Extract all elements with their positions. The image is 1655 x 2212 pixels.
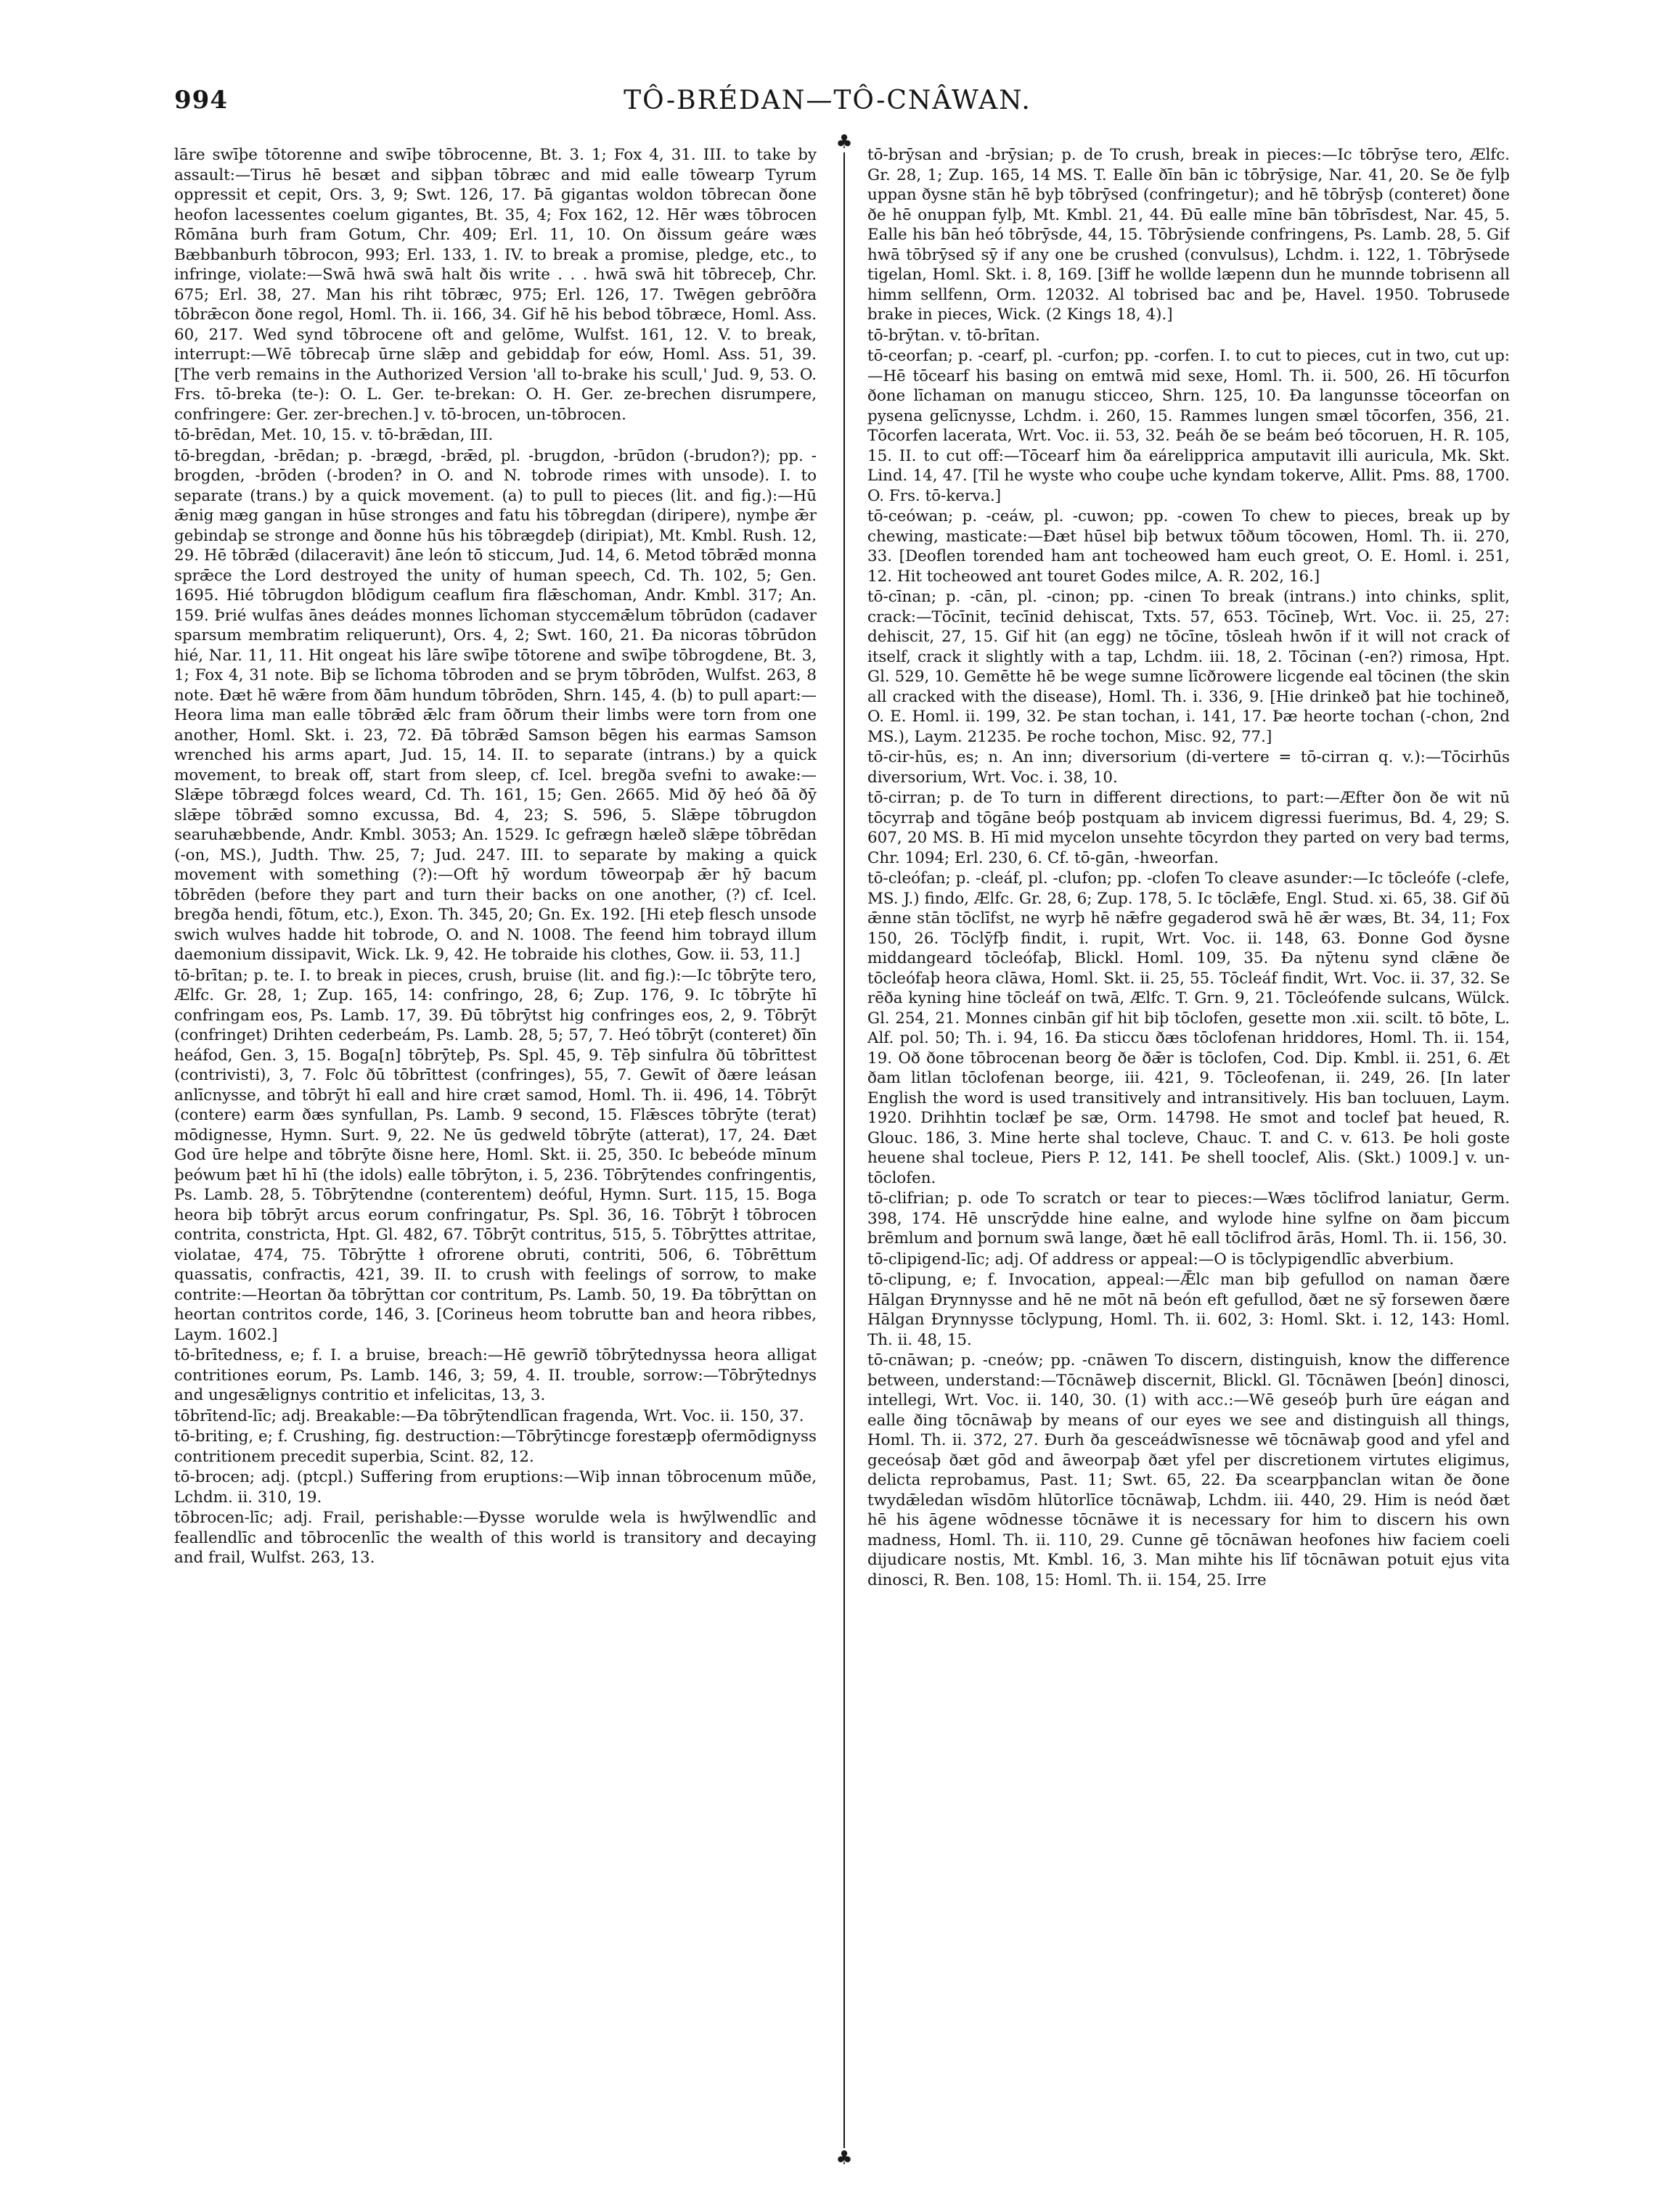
divider-ornament-bottom-icon: ♣ — [834, 2148, 854, 2168]
dictionary-entry: tō-cīnan; p. -cān, pl. -cinon; pp. -cinen To break (intrans.) into chinks, split, crack:—Tōcīnit, tecīnid dehiscat, Txts. 57, 653. Tōcīneþ, Wrt. Voc. ii. 25, 27: dehiscit, 27, 15. Gif hit (an egg) ne tōcīne, tōsleah hwōn if it will not crack of itself, crack it slightly with a tap, Lchdm. iii. 18, 2. Tōcinan (-en?) rimosa, Hpt. Gl. 529, 10. Gemētte hē be wege sumne līcðrowere licgende eal tōcinen (the skin all cracked with the disease), Homl. Th. i. 336, 9. [Hie drinkeð þat hie tochineð, O. E. Homl. ii. 199, 32. Þe stan tochan, i. 141, 17. Þæ heorte tochan (-chon, 2nd MS.), Laym. 21235. Þe roche tochon, Misc. 92, 77.] — [867, 588, 1510, 746]
dictionary-entry: tō-clifrian; p. ode To scratch or tear to pieces:—Wæs tōclifrod laniatur, Germ. 398, 174. Hē unscrȳdde hine ealne, and wylode hine sylfne on ðam þiccum brēmlum and þornum swā lange, ðæt hē eall tōclifrod ārās, Homl. Th. ii. 156, 30. — [867, 1189, 1510, 1248]
dictionary-entry: tōbrītend-līc; adj. Breakable:—Ða tōbrȳtendlīcan fragenda, Wrt. Voc. ii. 150, 37. — [174, 1406, 804, 1425]
dictionary-entry: tō-cnāwan; p. -cneów; pp. -cnāwen To discern, distinguish, know the difference between, understand:—Tōcnāweþ discernit, Blickl. Gl. Tōcnāwen [beón] dinosci, intellegi, Wrt. Voc. ii. 140, 30. (1) with acc.:—Wē geseóþ þurh ūre eágan and ealle ðing tōcnāwaþ by means of our eyes we see and distinguish all things, Homl. Th. ii. 372, 27. Ðurh ða gesceádwīsnesse wē tōcnāwaþ good and yfel and geceósaþ ðæt gōd and āweorpaþ ðæt yfel per discretionem virtutes eligimus, delicta reprobamus, Past. 11; Swt. 65, 22. Ða scearpþanclan witan ðe ðone twydǣledan wīsdōm hlūtorlīce tōcnāwaþ, Lchdm. iii. 440, 29. Him is neód ðæt hē his āgene wōdnesse tōcnāwe it is necessary for him to discern his own madness, Homl. Th. ii. 110, 29. Cunne gē tōcnāwan heofones hiw faciem coeli dijudicare nostis, Mt. Kmbl. 16, 3. Man mihte his līf tōcnāwan potuit ejus vita dinosci, R. Ben. 108, 15: Homl. Th. ii. 154, 25. Irre — [867, 1351, 1510, 1589]
dictionary-entry: lāre swīþe tōtorenne and swīþe tōbrocenne, Bt. 3. 1; Fox 4, 31. III. to take by assault:—Tirus hē besæt and siþþan tōbræc and mid ealle tōwearp Tyrum oppressit et cepit, Ors. 3, 9; Swt. 126, 17. Þā gigantas woldon tōbrecan ðone heofon lacessentes coelum gigantes, Bt. 35, 4; Fox 162, 12. Hēr wæs tōbrocen Rōmāna burh fram Gotum, Chr. 409; Erl. 11, 10. On ðissum geáre wæs Bæbbanburh tōbrocon, 993; Erl. 133, 1. IV. to break a promise, pledge, etc., to infringe, violate:—Swā hwā swā halt ðis write . . . hwā swā hit tōbreceþ, Chr. 675; Erl. 38, 27. Man his riht tōbræc, 975; Erl. 126, 17. Twēgen gebrōðra tōbrǣcon ðone regol, Homl. Th. ii. 166, 34. Gif hē his bebod tōbræce, Homl. Ass. 60, 217. Wed synd tōbrocene oft and gelōme, Wulfst. 161, 12. V. to break, interrupt:—Wē tōbrecaþ ūrne slǣp and gebiddaþ for eów, Homl. Ass. 51, 39. [The verb remains in the Authorized Version 'all to-brake his scull,' Jud. 9, 53. O. Frs. tō-breka (te-): O. L. Ger. te-brekan: O. H. Ger. ze-brechen disrumpere, confringere: Ger. zer-brechen.] v. tō-brocen, un-tōbrocen. — [174, 146, 817, 424]
dictionary-entry: tō-cirran; p. de To turn in different directions, to part:—Æfter ðon ðe wit nū tōcyrraþ and tōgāne beóþ postquam ab invicem digressi fuerimus, Bd. 4, 29; S. 607, 20 MS. B. Hī mid mycelon unsehte tōcyrdon they parted on very bad terms, Chr. 1094; Erl. 230, 6. Cf. tō-gān, -hweorfan. — [867, 789, 1510, 867]
dictionary-entry: tō-cir-hūs, es; n. An inn; diversorium (di-vertere = tō-cirran q. v.):—Tōcirhūs diversorium, Wrt. Voc. i. 38, 10. — [867, 748, 1510, 787]
divider-ornament-top-icon: ♣ — [834, 132, 854, 152]
dictionary-entry: tō-clipigend-līc; adj. Of address or appeal:—O is tōclypigendlīc abverbium. — [867, 1250, 1455, 1269]
dictionary-columns — [174, 131, 1510, 2177]
dictionary-entry: tō-brēdan, Met. 10, 15. v. tō-brǣdan, III. — [174, 426, 494, 444]
column-divider — [843, 145, 845, 2155]
dictionary-entry: tō-ceorfan; p. -cearf, pl. -curfon; pp. -corfen. I. to cut to pieces, cut in two, cut up:—Hē tōcearf his basing on emtwā mid sexe, Homl. Th. ii. 500, 26. Hī tōcurfon ðone līchaman on manugu sticceo, Shrn. 125, 10. Ða langunsse tōceorfan on pysena gelīcnysse, Lchdm. i. 260, 15. Rammes lungen smæl tōcorfen, 356, 21. Tōcorfen lacerata, Wrt. Voc. ii. 53, 32. Þeáh ðe se beám beó tōcoruen, H. R. 105, 15. II. to cut off:—Tōcearf him ða eárelipprica amputavit illi auricula, Mk. Skt. Lind. 14, 47. [Til he wyste who couþe uche kyndam tokerve, Allit. Pms. 88, 1700. O. Frs. tō-kerva.] — [867, 347, 1510, 505]
dictionary-entry: tō-brocen; adj. (ptcpl.) Suffering from eruptions:—Wiþ innan tōbrocenum mūðe, Lchdm. ii. 310, 19. — [174, 1468, 817, 1507]
dictionary-entry: tō-clipung, e; f. Invocation, appeal:—Ǣlc man biþ gefullod on naman ðære Hālgan Ðrynnysse and hē ne mōt nā beón eft gefullod, ðæt ne sȳ forsewen ðære Hālgan Ðrynnysse tōclypung, Homl. Th. ii. 602, 3: Homl. Skt. i. 12, 143: Homl. Th. ii. 48, 15. — [867, 1271, 1510, 1349]
dictionary-entry: tōbrocen-līc; adj. Frail, perishable:—Ðysse worulde wela is hwȳlwendlīc and feallendlīc and tōbrocenlīc the wealth of this world is transitory and decaying and frail, Wulfst. 263, 13. — [174, 1509, 817, 1567]
dictionary-entry: tō-brītan; p. te. I. to break in pieces, crush, bruise (lit. and fig.):—Ic tōbrȳte tero, Ælfc. Gr. 28, 1; Zup. 165, 14: confringo, 28, 6; Zup. 176, 9. Ic tōbrȳte hī confringam eos, Ps. Lamb. 17, 39. Ðū tōbrȳtst hig confringes eos, 2, 9. Tōbrȳt (confringet) Drihten cederbeám, Ps. Lamb. 28, 5; 57, 7. Heó tōbrȳt (conteret) ðīn heáfod, Gen. 3, 15. Boga[n] tōbrȳteþ, Ps. Spl. 45, 9. Tēþ sinfulra ðū tōbrīttest (contrivisti), 3, 7. Folc ðū tōbrīttest (confringes), 55, 7. Gewīt of ðære leásan anlīcnysse, and tōbrȳt hī eall and hire cræt samod, Homl. Th. ii. 496, 14. Tōbrȳt (contere) earm ðæs synfullan, Ps. Lamb. 9 second, 15. Flǣsces tōbrȳte (terat) mōdignesse, Hymn. Surt. 9, 22. Ne ūs gedweld tōbrȳte (atterat), 17, 24. Ðæt God ūre helpe and tōbrȳte ðisne here, Homl. Skt. ii. 25, 350. Ic bebeóde mīnum þeówum þæt hī hī (the idols) ealle tōbrȳton, i. 5, 236. Tōbrȳtendes confringentis, Ps. Lamb. 28, 5. Tōbrȳtendne (conterentem) deóful, Hymn. Surt. 115, 15. Boga heora biþ tōbrȳt arcus eorum confringatur, Ps. Spl. 36, 16. Tōbrȳt ł tōbrocen contrita, constricta, Hpt. Gl. 482, 67. Tōbrȳt contritus, 515, 5. Tōbrȳttes attritae, violatae, 474, 75. Tōbrȳtte ł ofrorene obruti, contriti, 506, 6. Tōbrēttum quassatis, confractis, 421, 39. II. to crush with feelings of sorrow, to make contrite:—Heortan ða tōbrȳttan cor contritum, Ps. Lamb. 50, 19. Ða tōbrȳttan on heortan contritos corde, 146, 3. [Corineus heom tobrutte ban and heora ribbes, Laym. 1602.] — [174, 966, 817, 1344]
dictionary-entry: tō-cleófan; p. -cleáf, pl. -clufon; pp. -clofen To cleave asunder:—Ic tōcleófe (-clefe, MS. J.) findo, Ælfc. Gr. 28, 6; Zup. 178, 5. Ic tōclǣfe, Engl. Stud. xi. 65, 38. Gif ðū ǣnne stān tōclīfst, ne wyrþ hē nǣfre gegaderod swā hē ǣr wæs, Bt. 34, 11; Fox 150, 26. Tōclȳfþ findit, i. rupit, Wrt. Voc. ii. 148, 63. Ðonne God ðysne middangeard tōcleófaþ, Blickl. Homl. 109, 35. Ða nȳtenu synd clǣne ðe tōcleófaþ heora clāwa, Homl. Skt. ii. 25, 55. Tōcleáf findit, Wrt. Voc. ii. 37, 32. Se rēða kyning hine tōcleáf on twā, Ælfc. T. Grn. 9, 21. Tōcleófende sulcans, Wülck. Gl. 254, 21. Monnes cinbān gif hit biþ tōclofen, gesette mon .xii. scilt. tō bōte, L. Alf. pol. 50; Th. i. 94, 16. Ða sticcu ðæs tōclofenan hriddores, Homl. Th. ii. 154, 19. Oð ðone tōbrocenan beorg ðe ðǣr is tōclofen, Cod. Dip. Kmbl. ii. 251, 6. Æt ðam litlan tōclofenan beorge, iii. 421, 9. Tōcleofenan, ii. 249, 26. [In later English the word is used transitively and intransitively. His ban tocluuen, Laym. 1920. Drihhtin toclæf þe sæ, Orm. 14798. He smot and toclef þat heued, R. Glouc. 186, 3. Mine herte shal tocleve, Chauc. T. and C. v. 613. Þe holi goste heuene shal tocleue, Piers P. 12, 141. Þe shell tooclef, Alis. (Skt.) 1009.] v. un-tōclofen. — [867, 869, 1510, 1187]
dictionary-entry: tō-brȳsan and -brȳsian; p. de To crush, break in pieces:—Ic tōbrȳse tero, Ælfc. Gr. 28, 1; Zup. 165, 14 MS. T. Ealle ðīn bān ic tōbrȳsige, Nar. 41, 20. Se ðe fylþ uppan ðysne stān hē byþ tōbrȳsed (confringetur); and hē tōbrȳsþ (conteret) ðone ðe hē onuppan fylþ, Mt. Kmbl. 21, 44. Ðū ealle mīne bān tōbrīsdest, Nar. 45, 5. Ealle his bān heó tōbrȳsde, 44, 15. Tōbrȳsiende confringens, Ps. Lamb. 28, 5. Gif hwā tōbrȳsed sȳ if any one be crushed (convulsus), Lchdm. i. 122, 1. Tōbrȳsede tigelan, Homl. Skt. i. 8, 169. [3iff he wollde læpenn dun he munnde tobrisenn all himm sellfenn, Orm. 12032. Al tobrised bac and þe, Havel. 1950. Tobrusede brake in pieces, Wick. (2 Kings 18, 4).] — [867, 146, 1510, 324]
left-column — [174, 145, 817, 2170]
page-number: 994 — [174, 86, 228, 115]
dictionary-entry: tō-bregdan, -brēdan; p. -brægd, -brǣd, pl. -brugdon, -brūdon (-brudon?); pp. -brogden, -brōden (-broden? in O. and N. tobrode rimes with unsode). I. to separate (trans.) by a quick movement. (a) to pull to pieces (lit. and fig.):—Hū ǣnig mæg gangan in hūse stronges and fatu his tōbregdan (diripere), nymþe ǣr gebindaþ se stronge and ðonne hūs his tōbrægdeþ (diripiat), Mt. Kmbl. Rush. 12, 29. Hē tōbrǣd (dilaceravit) āne león tō sticcum, Jud. 14, 6. Metod tōbrǣd monna sprǣce the Lord destroyed the unity of human speech, Cd. Th. 102, 5; Gen. 1695. Hié tōbrugdon blōdigum ceaflum fira flǣschoman, Andr. Kmbl. 317; An. 159. Þrié wulfas ānes deádes monnes līchoman styccemǣlum tōbrūdon (cadaver sparsum membratim reliquerunt), Ors. 4, 2; Swt. 160, 21. Ða nicoras tōbrūdon hié, Nar. 11, 11. Hit ongeat his lāre swīþe tōtorene and swīþe tōbrogdene, Bt. 3, 1; Fox 4, 31 note. Biþ se līchoma tōbroden and se þrym tōbrōden, Wulfst. 263, 8 note. Ðæt hē wǣre from ðām hundum tōbrōden, Shrn. 145, 4. (b) to pull apart:—Heora lima man ealle tōbrǣd ǣlc fram ōðrum their limbs were torn from one another, Homl. Skt. i. 23, 72. Ðā tōbrǣd Samson bēgen his earmas Samson wrenched his arms apart, Jud. 15, 14. II. to separate (intrans.) by a quick movement, to break off, start from sleep, cf. Icel. bregða svefni to awake:—Slǣpe tōbrægd folces weard, Cd. Th. 161, 15; Gen. 2665. Mid ðȳ heó ðā ðȳ slǣpe tōbrǣd somno excussa, Bd. 4, 23; S. 596, 5. Slǣpe tōbrugdon searuhæbbende, Andr. Kmbl. 3053; An. 1529. Ic gefrægn hæleð slǣpe tōbrēdan (-on, MS.), Judth. Thw. 25, 7; Jud. 247. III. to separate by making a quick movement with something (?):—Oft hȳ wordum tōweorpaþ ǣr hȳ bacum tōbrēden (before they part and turn their backs on one another, (?) cf. Icel. bregða hendi, fōtum, etc.), Exon. Th. 345, 20; Gn. Ex. 192. [Hi eteþ flesch unsode swich wulves hadde hit tobrode, O. and N. 1008. The feend him tobrayd illum daemonium dissipavit, Wick. Lk. 9, 42. He tobraide his clothes, Gow. ii. 53, 11.] — [174, 446, 817, 964]
dictionary-entry: tō-brītedness, e; f. I. a bruise, breach:—Hē gewrīð tōbrȳtednyssa heora alligat contritiones eorum, Ps. Lamb. 146, 3; 59, 4. II. trouble, sorrow:—Tōbrȳtednys and ungesǣlignys contritio et infelicitas, 13, 3. — [174, 1346, 817, 1404]
running-title: TÔ-BRÉDAN—TÔ-CNÂWAN. — [624, 86, 1031, 115]
page-header — [0, 86, 1655, 129]
dictionary-entry: tō-briting, e; f. Crushing, fig. destruction:—Tōbrȳtincge forestæpþ ofermōdignyss contritionem precedit superbia, Scint. 82, 12. — [174, 1427, 817, 1466]
dictionary-entry: tō-ceówan; p. -ceáw, pl. -cuwon; pp. -cowen To chew to pieces, break up by chewing, masticate:—Ðæt hūsel biþ betwux tōðum tōcowen, Homl. Th. ii. 270, 33. [Deoflen torended ham ant tocheowed ham euch greot, O. E. Homl. i. 251, 12. Hit tocheowed ant touret Godes milce, A. R. 202, 16.] — [867, 507, 1510, 586]
dictionary-entry: tō-brȳtan. v. tō-brītan. — [867, 326, 1040, 345]
right-column — [867, 145, 1510, 2170]
